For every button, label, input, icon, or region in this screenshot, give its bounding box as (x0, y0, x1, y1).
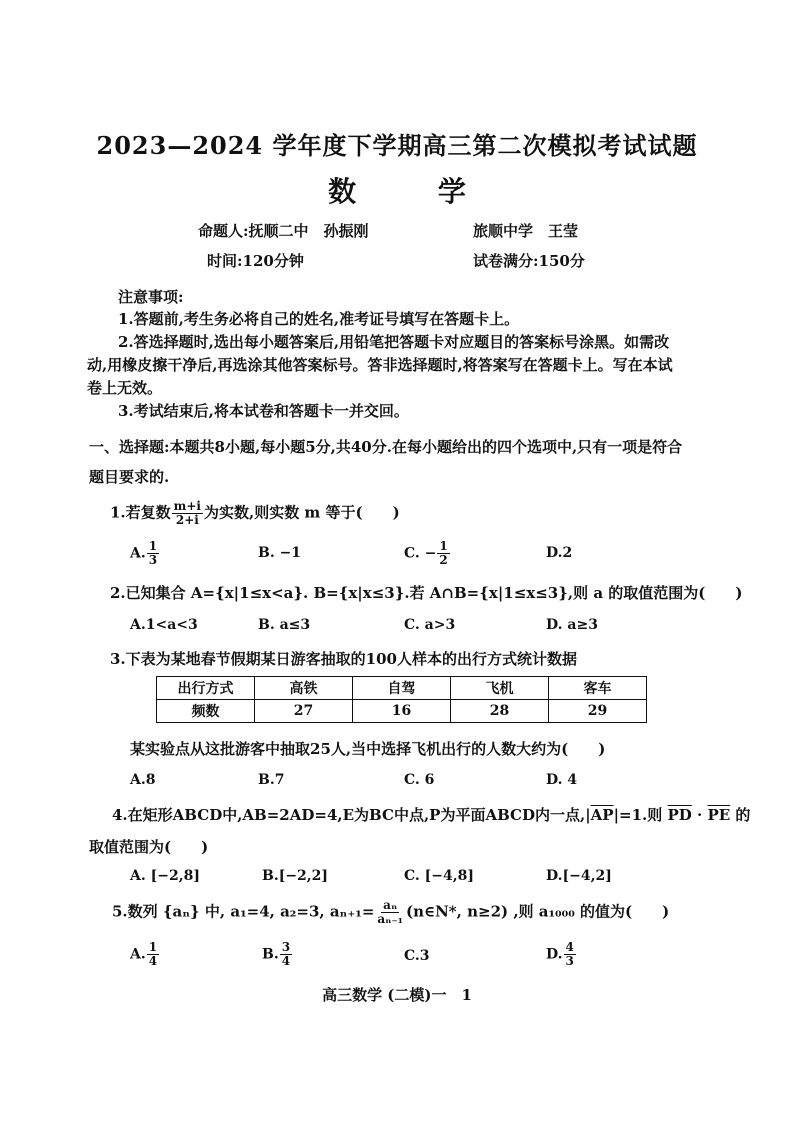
exam-title: 2023—2024 学年度下学期高三第二次模拟考试试题 (96, 131, 698, 160)
notice-item-2-line-2: 动,用橡皮擦干净后,再选涂其他答案标号。答非选择题时,将答案写在答题卡上。写在本试 (87, 356, 673, 374)
q1-option-c (404, 540, 451, 567)
q1-fraction (172, 500, 203, 527)
q5-a-num: 1 (148, 940, 158, 954)
q4-mid: |=1.则 (613, 806, 663, 824)
q1-c-num: 1 (439, 539, 448, 553)
notice-item-3: 3.考试结束后,将本试卷和答题卡一并交回。 (118, 402, 409, 420)
q5-b-label: B. (262, 946, 279, 963)
q5-fraction (375, 899, 405, 926)
q2-option-b: B. a≤3 (258, 617, 311, 633)
table-cell: 出行方式 (157, 677, 255, 700)
q5-b-num: 3 (281, 940, 291, 954)
notice-item-2-line-1: 2.答选择题时,选出每小题答案后,用铅笔把答题卡对应题目的答案标号涂黑。如需改 (118, 333, 670, 351)
question-3-followup: 某实验点从这批游客中抽取25人,当中选择飞机出行的人数大约为( ) (130, 740, 606, 758)
q5-d-label: D. (546, 946, 563, 963)
author-2: 旅顺中学 王莹 (473, 222, 579, 240)
q5-a-den: 4 (148, 954, 158, 968)
travel-mode-table (156, 676, 647, 723)
question-1-stem (110, 500, 400, 527)
table-cell: 频数 (157, 700, 255, 723)
q1-post: 为实数,则实数 m 等于( ) (203, 503, 400, 522)
question-2-stem: 2.已知集合 A={x|1≤x<a}. B={x|x≤3}.若 A∩B={x|1≤x≤3},则 a 的取值范围为( ) (110, 584, 743, 602)
table-row (157, 700, 647, 723)
table-cell: 飞机 (451, 677, 549, 700)
q1-a-frac (147, 540, 159, 567)
question-5-stem (112, 899, 669, 926)
q5-d-num: 4 (565, 940, 574, 954)
q1-frac-num: m+i (173, 499, 201, 513)
q1-a-den: 3 (148, 553, 158, 567)
q4-post: 的 (730, 806, 751, 824)
q1-c-label: C. − (404, 545, 437, 562)
table-cell: 自驾 (353, 677, 451, 700)
q5-post: (n∈N*, n≥2) ,则 a₁₀₀₀ 的值为( ) (405, 902, 670, 921)
q5-option-a (130, 941, 160, 968)
table-cell: 客车 (549, 677, 647, 700)
table-cell: 高铁 (255, 677, 353, 700)
q5-d-frac (564, 941, 576, 968)
q5-frac-num: aₙ (383, 898, 398, 912)
q1-c-frac (437, 540, 449, 567)
q1-option-b: B. −1 (258, 545, 302, 561)
q5-d-den: 3 (565, 954, 574, 968)
q1-option-d: D.2 (546, 545, 573, 561)
q3-option-d: D. 4 (546, 772, 578, 788)
q4-pre: 4.在矩形ABCD中,AB=2AD=4,E为BC中点,P为平面ABCD内一点,| (112, 806, 591, 824)
q2-option-a: A.1<a<3 (130, 617, 198, 633)
exam-time: 时间:120分钟 (207, 252, 304, 270)
table-cell: 27 (255, 700, 353, 723)
full-score: 试卷满分:150分 (473, 252, 585, 270)
q5-option-d (546, 941, 577, 968)
table-cell: 29 (549, 700, 647, 723)
notice-item-2-line-3: 卷上无效。 (87, 379, 163, 397)
q2-option-c: C. a>3 (404, 617, 456, 633)
q2-option-d: D. a≥3 (546, 617, 598, 633)
q5-a-frac (147, 941, 159, 968)
question-4-stem-cont: 取值范围为( ) (89, 838, 209, 856)
subject-title: 数 学 (328, 175, 502, 208)
q1-a-num: 1 (148, 539, 158, 553)
page-footer: 高三数学 (二模)一 1 (322, 986, 472, 1004)
question-3-stem: 3.下表为某地春节假期某日游客抽取的100人样本的出行方式统计数据 (110, 650, 577, 668)
question-4-stem (112, 804, 750, 825)
q5-option-b (262, 941, 293, 968)
q4-vector-ap: $\overline{AP}$ (590, 806, 614, 824)
q3-option-b: B.7 (258, 772, 285, 788)
q4-dot: · (691, 806, 708, 824)
q5-a-label: A. (130, 946, 146, 963)
q1-pre: 1.若复数 (110, 503, 171, 522)
q1-option-a (130, 540, 160, 567)
q5-frac-den: aₙ₋₁ (377, 912, 403, 926)
q3-option-c: C. 6 (404, 772, 435, 788)
q5-b-den: 4 (281, 954, 291, 968)
author-1: 命题人:抚顺二中 孙振刚 (198, 222, 369, 240)
q5-option-c: C.3 (404, 948, 430, 964)
table-header-row (157, 677, 647, 700)
section-1-heading-cont: 题目要求的. (89, 468, 170, 486)
notice-item-1: 1.答题前,考生务必将自己的姓名,准考证号填写在答题卡上。 (118, 310, 520, 328)
table-cell: 16 (353, 700, 451, 723)
q4-vector-pe: $\overline{PE}$ (707, 806, 731, 824)
q3-option-a: A.8 (130, 772, 156, 788)
q5-b-frac (280, 941, 292, 968)
q4-option-a: A. [−2,8] (130, 868, 200, 884)
q5-pre: 5.数列 {aₙ} 中, a₁=4, a₂=3, aₙ₊₁= (112, 902, 375, 921)
q4-vector-pd: $\overline{PD}$ (667, 806, 692, 824)
q1-c-den: 2 (439, 553, 448, 567)
q1-a-label: A. (130, 545, 146, 562)
q4-option-d: D.[−4,2] (546, 868, 612, 884)
table-cell: 28 (451, 700, 549, 723)
q4-option-c: C. [−4,8] (404, 868, 474, 884)
notice-heading: 注意事项: (118, 288, 184, 306)
q4-option-b: B.[−2,2] (262, 868, 329, 884)
q1-frac-den: 2+i (175, 513, 199, 527)
section-1-heading: 一、选择题:本题共8小题,每小题5分,共40分.在每小题给出的四个选项中,只有一项是符合 (89, 438, 683, 456)
